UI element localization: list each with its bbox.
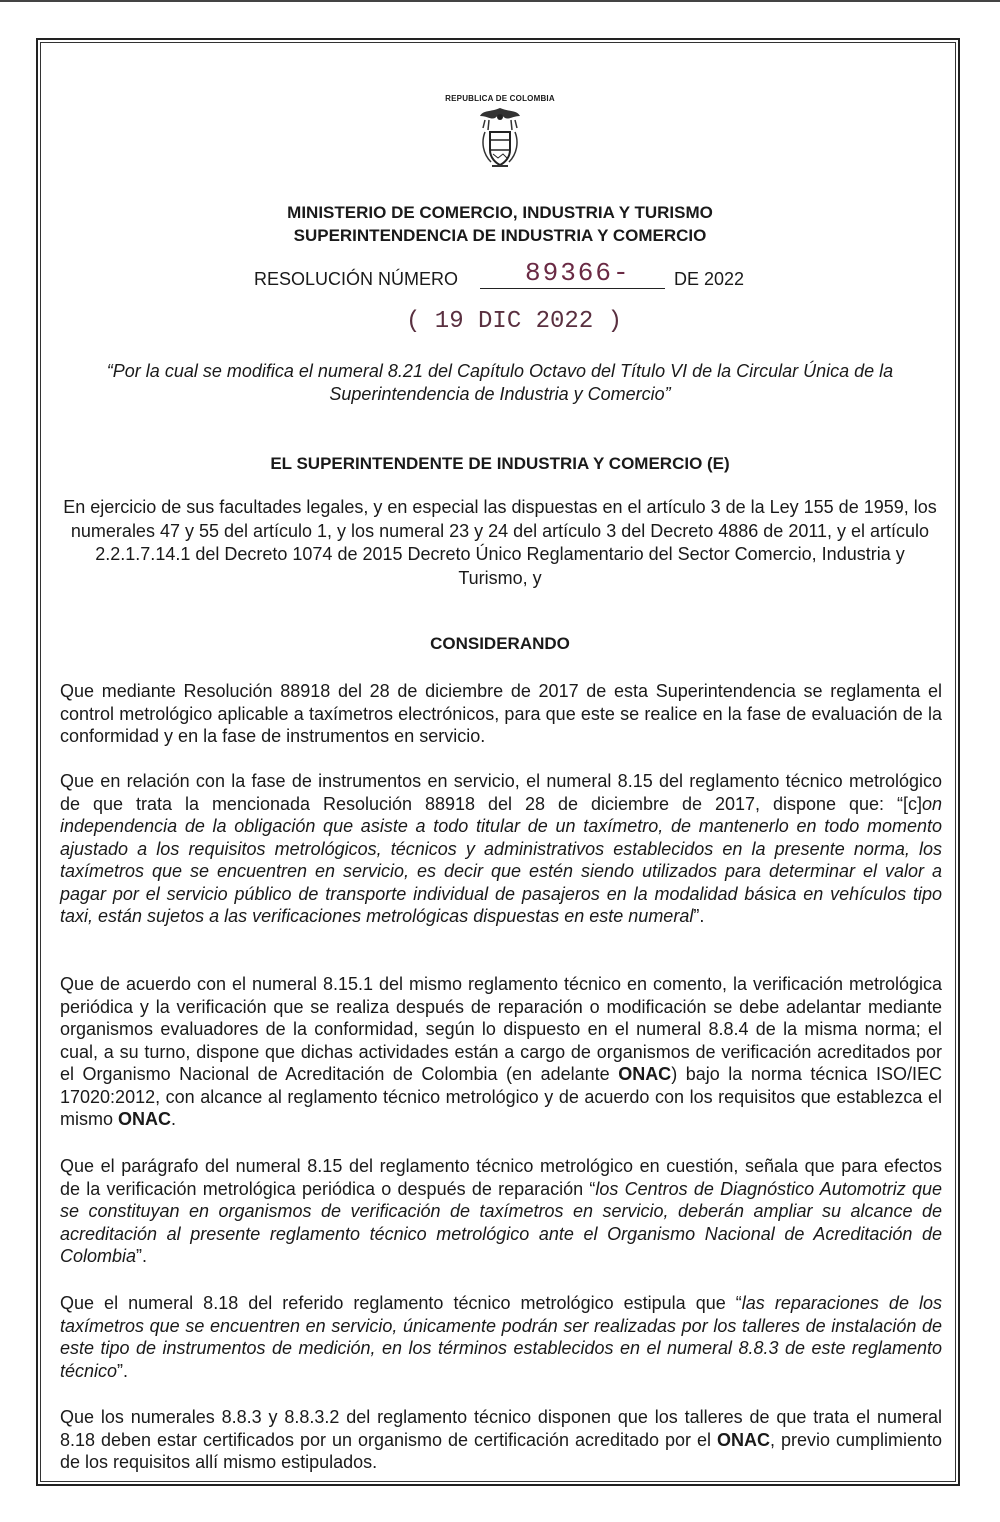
legal-powers: En ejercicio de sus facultades legales, y en especial las dispuestas en el artículo 3 de la Ley 155 de 1959, los numerales 47 y 55 del artículo 1, y los numeral 23 y 24 del artículo 3 del Decreto 4886 de 2011, y el artículo 2.2.1.7.14.1 del Decreto 1074 de 2015 Decreto Único Reglamentario del Sector Comercio, Industria y Turismo, y [63, 497, 937, 588]
paragraph-3-close: . [171, 1109, 177, 1129]
paragraph-5 [60, 1292, 942, 1382]
onac-acronym: ONAC [618, 1064, 672, 1084]
paragraph-5-text: Que el numeral 8.18 del referido reglamento técnico metrológico estipula que “ [60, 1293, 742, 1313]
paragraph-4-text: Que el parágrafo del numeral 8.15 del reglamento técnico metrológico en cuestión, señala que para efectos de la verificación metrológica periódica o después de reparación “ [60, 1156, 942, 1199]
country-name: REPUBLICA DE COLOMBIA [445, 94, 555, 103]
considerando-heading: CONSIDERANDO [430, 634, 570, 653]
paragraph-5-close: ”. [117, 1360, 129, 1381]
date-stamp: ( 19 DIC 2022 ) [406, 308, 623, 335]
paragraph-2-quote: on independencia de la obligación que asiste a todo titular de un taxímetro, de mantenerlo en todo momento ajustado a los requisitos metrológicos, técnicos y administrativos establecidos en la presente norma, los taxímetros que se encuentren en servicio, es decir que estén siendo utilizados para determinar el valor a pagar por el servicio público de transporte individual de pasajeros en la modalidad básica en vehículos tipo taxi, están sujetos a las verificaciones metrológicas dispuestas en este numeral [60, 793, 942, 926]
resolution-number-stamp: 89366- [525, 258, 631, 288]
paragraph-4 [60, 1155, 942, 1268]
paragraph-6 [60, 1406, 942, 1474]
resolution-number-blank [480, 288, 665, 289]
resolution-label: RESOLUCIÓN NÚMERO [254, 269, 459, 289]
coat-of-arms-icon [479, 106, 521, 176]
scan-top-edge [0, 0, 1000, 2]
ministry-title: MINISTERIO DE COMERCIO, INDUSTRIA Y TURISMO [287, 203, 713, 222]
paragraph-6-text: Que los numerales 8.8.3 y 8.8.3.2 del reglamento técnico disponen que los talleres de que trata el numeral 8.18 deben estar certificados por un organismo de certificación acreditado por el [60, 1407, 942, 1450]
paragraph-1: Que mediante Resolución 88918 del 28 de diciembre de 2017 de esta Superintendencia se reglamenta el control metrológico aplicable a taxímetros electrónicos, para que este se realice en la fase de evaluación de la conformidad y en la fase de instrumentos en servicio. [60, 681, 942, 746]
paragraph-6-text-b: , previo cumplimiento de los requisitos allí mismo estipulados. [60, 1429, 942, 1472]
resolution-year: DE 2022 [674, 269, 745, 289]
paragraph-2-close: ”. [693, 906, 705, 926]
paragraph-3 [60, 973, 942, 1131]
superintendency-title: SUPERINTENDENCIA DE INDUSTRIA Y COMERCIO [293, 226, 707, 245]
paragraph-4-close: ”. [136, 1246, 148, 1266]
paragraph-5-quote: las reparaciones de los taxímetros que se encuentren en servicio, únicamente podrán ser realizadas por los talleres de instalación de este tipo de instrumentos de medición, en los términos establecidos en el numeral 8.8.3 de este reglamento técnico [60, 1293, 943, 1381]
paragraph-2-text: Que en relación con la fase de instrumentos en servicio, el numeral 8.15 del reglamento técnico metrológico de que trata la mencionada Resolución 88918 del 28 de diciembre de 2017, dispone que: “[c] [60, 771, 942, 814]
paragraph-2 [60, 770, 942, 928]
paragraph-3-text-b: ) bajo la norma técnica ISO/IEC 17020:2012, con alcance al reglamento técnico metrológico y de acuerdo con los requisitos que establezca el mismo [60, 1064, 943, 1129]
onac-acronym: ONAC [118, 1109, 171, 1129]
resolution-subject: “Por la cual se modifica el numeral 8.21 del Capítulo Octavo del Título VI de la Circular Única de la Superintendencia de Industria y Comercio” [106, 361, 894, 404]
paragraph-4-quote: los Centros de Diagnóstico Automotriz que se constituyan en organismos de verificación de taxímetros en servicio, deberán ampliar su alcance de acreditación al presente reglamento técnico metrológico ante el Organismo Nacional de Acreditación de Colombia [60, 1178, 942, 1266]
paragraph-3-text: Que de acuerdo con el numeral 8.15.1 del mismo reglamento técnico en comento, la verificación metrológica periódica y la verificación que se realiza después de reparación o modificación se debe adelantar mediante organismos evaluadores de la conformidad, según lo dispuesto en el numeral 8.8.4 de la misma norma; el cual, a su turno, dispone que dichas actividades están a cargo de organismos de verificación acreditados por el Organismo Nacional de Acreditación de Colombia (en adelante [60, 974, 942, 1084]
signer-title: EL SUPERINTENDENTE DE INDUSTRIA Y COMERCIO (E) [270, 454, 730, 473]
onac-acronym: ONAC [716, 1429, 770, 1450]
